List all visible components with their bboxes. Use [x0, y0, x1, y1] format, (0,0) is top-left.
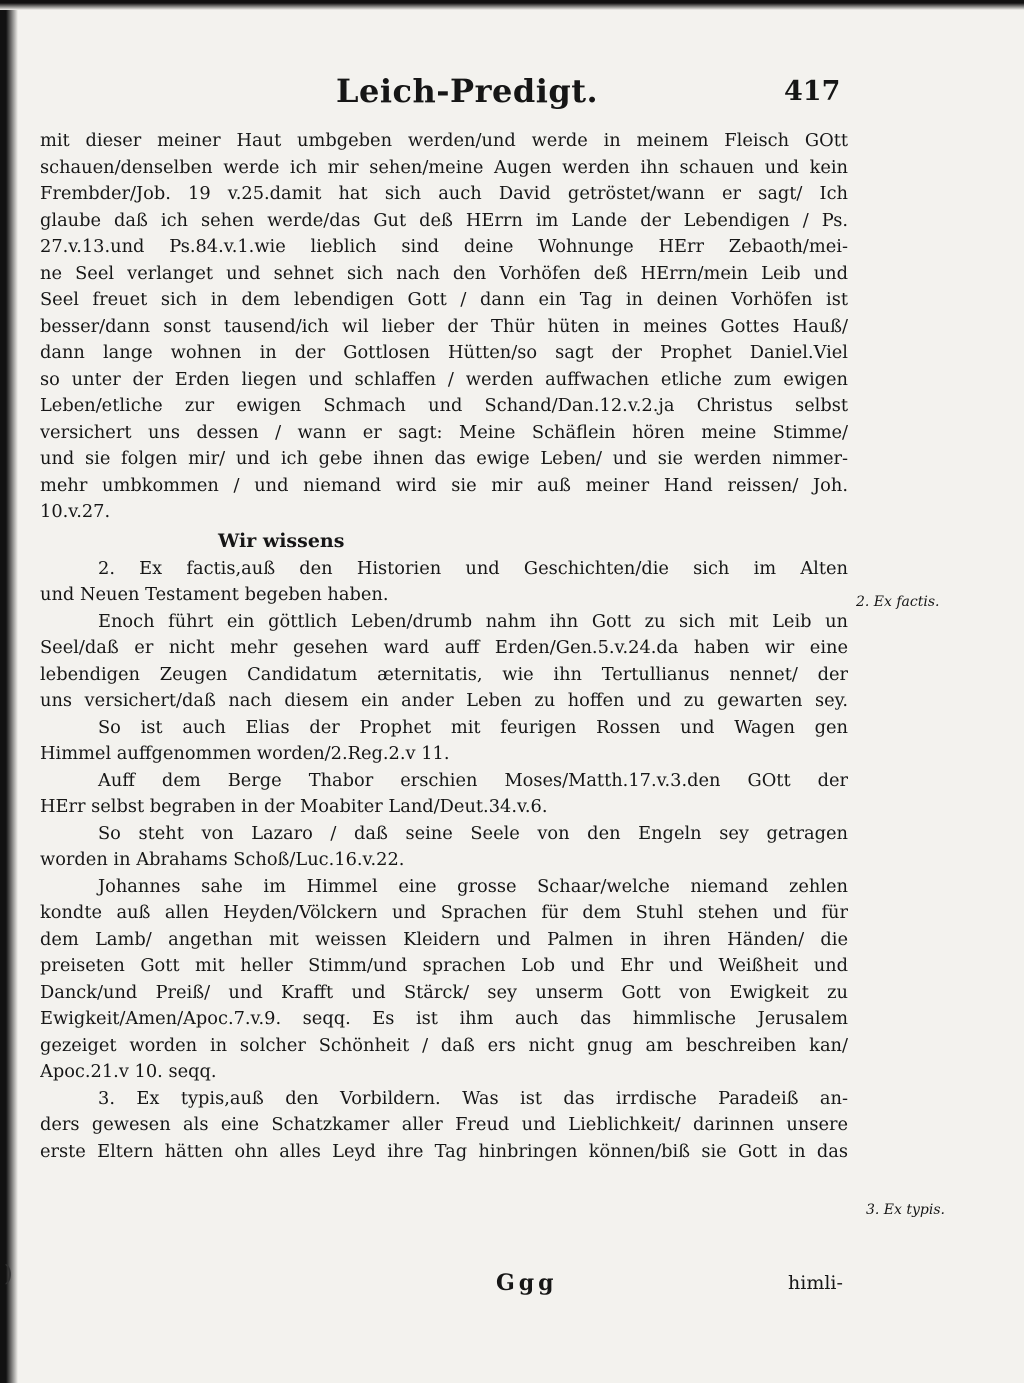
- text-line: So steht von Lazaro / daß seine Seele von den Engeln sey getragen: [98, 822, 848, 844]
- text-line: Auff dem Berge Thabor erschien Moses/Matth.17.v.3.den GOtt der: [98, 769, 848, 791]
- signature-mark: Ggg: [496, 1270, 558, 1296]
- scan-top-edge: [0, 0, 1024, 10]
- section-heading: Wir wissens: [218, 529, 345, 552]
- text-line: lebendigen Zeugen Candidatum æternitatis, wie ihn Tertullianus nennet/ der: [40, 663, 848, 685]
- text-line: dem Lamb/ angethan mit weissen Kleidern und Palmen in ihren Händen/ die: [40, 928, 848, 950]
- text-line: preiseten Gott mit heller Stimm/und sprachen Lob und Ehr und Weißheit und: [40, 955, 848, 976]
- text-line: und Neuen Testament begeben haben.: [40, 584, 389, 605]
- text-line: Danck/und Preiß/ und Krafft und Stärck/ sey unserm Gott von Ewigkeit zu: [40, 981, 848, 1003]
- text-line: schauen/denselben werde ich mir sehen/meine Augen werden ihn schauen und kein: [40, 156, 848, 178]
- text-line: 10.v.27.: [40, 501, 111, 522]
- running-head: Leich-Predigt.: [336, 72, 599, 110]
- text-line: so unter der Erden liegen und schlaffen / werden auffwachen etliche zum ewigen: [40, 368, 848, 390]
- text-line: 27.v.13.und Ps.84.v.1.wie lieblich sind deine Wohnunge HErr Zebaoth/mei-: [40, 236, 848, 257]
- body-text: [40, 128, 848, 1165]
- text-line: besser/dann sonst tausend/ich wil lieber der Thür hüten in meines Gottes Hauß/: [40, 315, 848, 337]
- page-header: [0, 72, 1024, 122]
- text-line: 3. Ex typis,auß den Vorbildern. Was ist das irrdische Paradeiß an-: [98, 1087, 848, 1109]
- margin-note-ex-factis: 2. Ex factis.: [856, 594, 940, 610]
- text-line: Seel/daß er nicht mehr gesehen ward auff Erden/Gen.5.v.24.da haben wir eine: [40, 637, 848, 658]
- text-line: ne Seel verlanget und sehnet sich nach den Vorhöfen deß HErrn/mein Leib und: [40, 262, 848, 284]
- text-line: HErr selbst begraben in der Moabiter Land/Deut.34.v.6.: [40, 796, 548, 817]
- text-line: So ist auch Elias der Prophet mit feurigen Rossen und Wagen gen: [98, 716, 848, 738]
- text-line: Ewigkeit/Amen/Apoc.7.v.9. seqq. Es ist ihm auch das himmlische Jerusalem: [40, 1008, 848, 1029]
- text-line: erste Eltern hätten ohn alles Leyd ihre Tag hinbringen können/biß sie Gott in das: [40, 1140, 848, 1162]
- scan-left-edge: [0, 0, 18, 1383]
- text-line: Enoch führt ein göttlich Leben/drumb nahm ihn Gott zu sich mit Leib un: [98, 610, 848, 632]
- text-line: uns versichert/daß nach diesem ein ander Leben zu hoffen und zu gewarten sey.: [40, 690, 848, 711]
- text-line: Leben/etliche zur ewigen Schmach und Schand/Dan.12.v.2.ja Christus selbst: [40, 395, 848, 416]
- text-line: mit dieser meiner Haut umbgeben werden/und werde in meinem Fleisch GOtt: [40, 130, 848, 151]
- text-line: gezeiget worden in solcher Schönheit / daß ers nicht gnug am beschreiben kan/: [40, 1034, 848, 1056]
- text-line: 2. Ex factis,auß den Historien und Geschichten/die sich im Alten: [98, 557, 848, 579]
- margin-note-ex-typis: 3. Ex typis.: [866, 1202, 945, 1218]
- text-line: kondte auß allen Heyden/Völckern und Sprachen für dem Stuhl stehen und für: [40, 902, 848, 923]
- text-line: Himmel auffgenommen worden/2.Reg.2.v 11.: [40, 743, 450, 764]
- page-number: 417: [784, 76, 841, 107]
- text-line: Seel freuet sich in dem lebendigen Gott / dann ein Tag in deinen Vorhöfen ist: [40, 289, 848, 310]
- text-line: worden in Abrahams Schoß/Luc.16.v.22.: [40, 849, 405, 870]
- text-line: ders gewesen als eine Schatzkamer aller Freud und Lieblichkeit/ darinnen unsere: [40, 1114, 848, 1135]
- edge-mark: ): [4, 1262, 13, 1287]
- text-line: dann lange wohnen in der Gottlosen Hütten/so sagt der Prophet Daniel.Viel: [40, 342, 848, 363]
- catchword: himli-: [788, 1272, 843, 1294]
- text-line: Apoc.21.v 10. seqq.: [40, 1061, 217, 1082]
- text-line: glaube daß ich sehen werde/das Gut deß HErrn im Lande der Lebendigen / Ps.: [40, 209, 848, 231]
- text-line: mehr umbkommen / und niemand wird sie mir auß meiner Hand reissen/ Joh.: [40, 474, 848, 496]
- text-line: versichert uns dessen / wann er sagt: Meine Schäflein hören meine Stimme/: [40, 421, 848, 443]
- text-line: und sie folgen mir/ und ich gebe ihnen das ewige Leben/ und sie werden nimmer-: [40, 448, 848, 469]
- text-line: Frembder/Job. 19 v.25.damit hat sich auch David getröstet/wann er sagt/ Ich: [40, 183, 848, 204]
- text-line: Johannes sahe im Himmel eine grosse Schaar/welche niemand zehlen: [98, 875, 848, 897]
